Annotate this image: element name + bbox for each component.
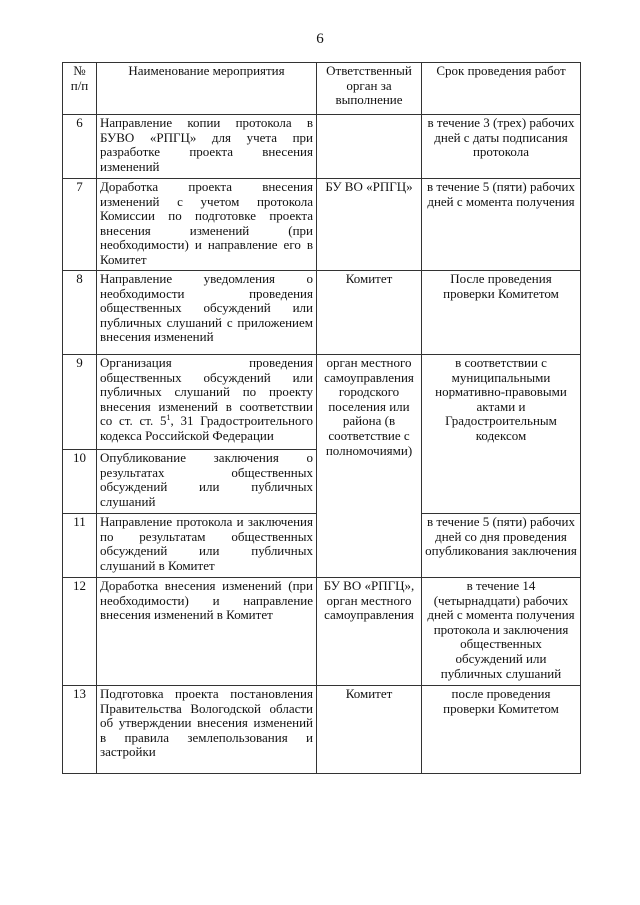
- row-num: 7: [63, 179, 97, 271]
- table-row: [63, 271, 581, 355]
- table-row: [63, 115, 581, 179]
- row-name: Доработка проекта внесения изменений с учетом протокола Комиссии по подготовке проекта внесения изменений (при необходимости) и направление его в Комитет: [97, 179, 317, 271]
- header-responsible: Ответственный орган за выполнение: [317, 63, 422, 115]
- row-name: Направление копии протокола в БУВО «РПГЦ» для учета при разработке проекта внесения изменений: [97, 115, 317, 179]
- row-num: 9: [63, 355, 97, 450]
- row-num: 13: [63, 686, 97, 774]
- row-num: 8: [63, 271, 97, 355]
- row-name-part: Организация проведения общественных обсуждений или публичных слушаний по проекту внесения изменений в соответствии со ст. ст. 5: [100, 355, 313, 429]
- row-term: в течение 5 (пяти) рабочих дней с момента получения: [422, 179, 581, 271]
- header-term: Срок проведения работ: [422, 63, 581, 115]
- row-num: 6: [63, 115, 97, 179]
- schedule-table: [62, 62, 581, 774]
- row-name: Направление уведомления о необходимости проведения общественных обсуждений или публичных слушаний с приложением внесения изменений: [97, 271, 317, 355]
- row-responsible: Комитет: [317, 686, 422, 774]
- row-name: [97, 355, 317, 450]
- schedule-table-wrapper: [62, 62, 581, 774]
- row-term: после проведения проверки Комитетом: [422, 686, 581, 774]
- row-num: 12: [63, 578, 97, 686]
- row-num: 11: [63, 514, 97, 578]
- row-responsible: БУ ВО «РПГЦ»: [317, 179, 422, 271]
- row-name: Подготовка проекта постановления Правительства Вологодской области об утверждении внесения изменений в правила землепользования и застройки: [97, 686, 317, 774]
- row-term: в течение 3 (трех) рабочих дней с даты подписания протокола: [422, 115, 581, 179]
- row-term: в течение 14 (четырнадцати) рабочих дней с момента получения протокола и заключения общественных обсуждений или публичных слушаний: [422, 578, 581, 686]
- row-name: Опубликование заключения о результатах общественных обсуждений или публичных слушаний: [97, 450, 317, 514]
- row-name-superscript: 1: [166, 413, 171, 423]
- table-row: [63, 179, 581, 271]
- row-name-part: , 31 Градостроительного кодекса Российской Федерации: [100, 413, 313, 443]
- table-row: [63, 578, 581, 686]
- row-term: в соответствии с муниципальными нормативно-правовыми актами и Градостроительным кодексом: [422, 355, 581, 514]
- row-responsible: Комитет: [317, 271, 422, 355]
- header-name: Наименование мероприятия: [97, 63, 317, 115]
- table-row: [63, 355, 581, 450]
- row-term: в течение 5 (пяти) рабочих дней со дня проведения опубликования заключения: [422, 514, 581, 578]
- row-name: Доработка внесения изменений (при необходимости) и направление внесения изменений в Комитет: [97, 578, 317, 686]
- header-num: № п/п: [63, 63, 97, 115]
- row-name: Направление протокола и заключения по результатам общественных обсуждений или публичных слушаний в Комитет: [97, 514, 317, 578]
- table-header-row: [63, 63, 581, 115]
- row-responsible: орган местного самоуправления городского поселения или района (в соответствие с полномочиями): [317, 355, 422, 578]
- row-responsible: БУ ВО «РПГЦ», орган местного самоуправления: [317, 578, 422, 686]
- table-row: [63, 686, 581, 774]
- row-term: После проведения проверки Комитетом: [422, 271, 581, 355]
- page-number: 6: [316, 31, 324, 47]
- row-responsible: [317, 115, 422, 179]
- row-num: 10: [63, 450, 97, 514]
